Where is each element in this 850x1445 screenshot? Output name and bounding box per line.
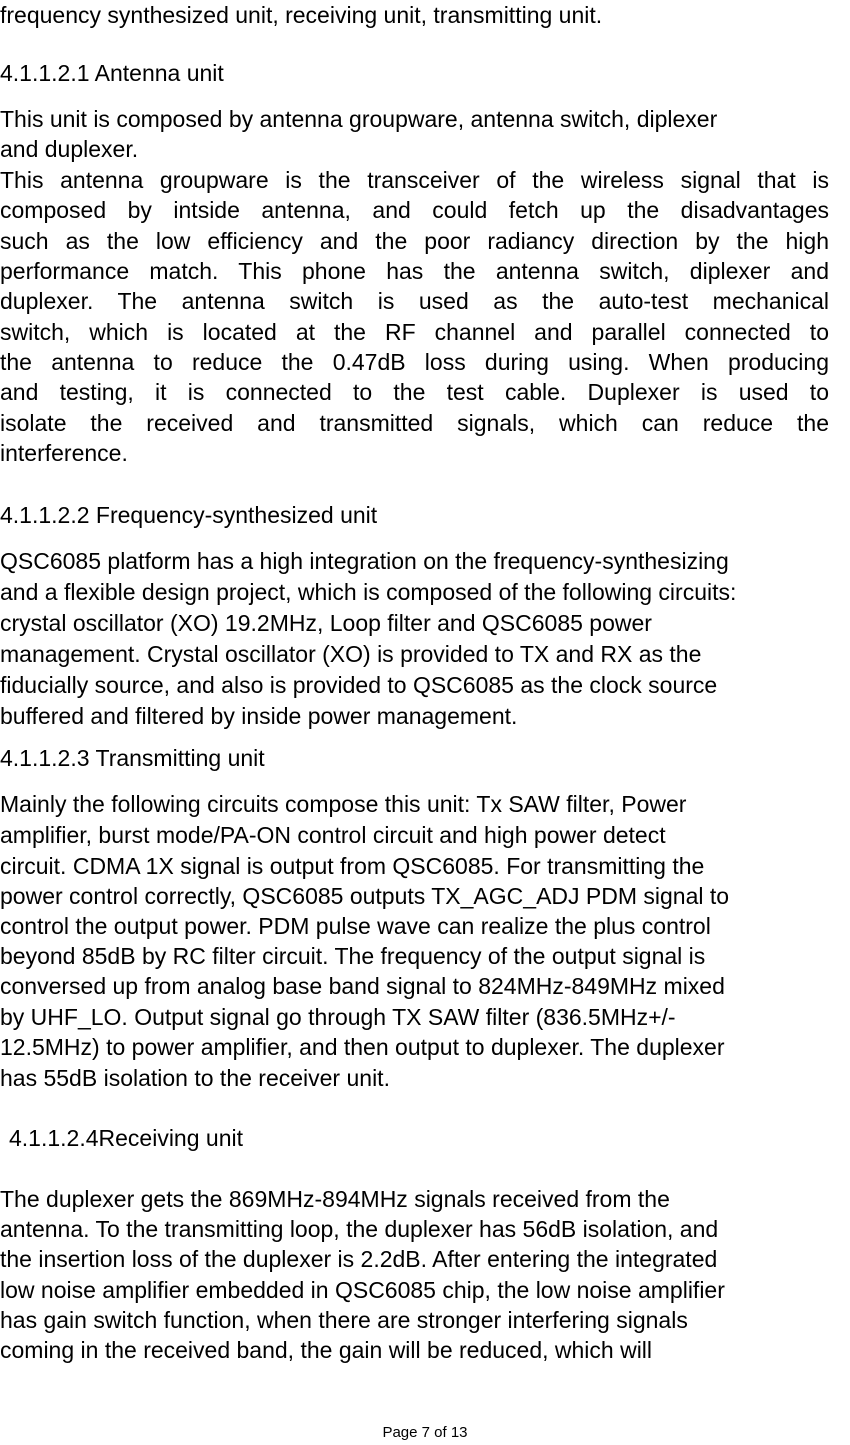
- paragraph-line: and a flexible design project, which is composed of the following circuits:: [0, 579, 737, 605]
- heading-frequency-synthesized-unit: 4.1.1.2.2 Frequency-synthesized unit: [0, 502, 378, 528]
- paragraph-line: antenna. To the transmitting loop, the duplexer has 56dB isolation, and: [0, 1216, 719, 1242]
- paragraph-line: QSC6085 platform has a high integration on the frequency-synthesizing: [0, 548, 729, 574]
- paragraph-line: and testing, it is connected to the test cable. Duplexer is used to: [0, 379, 829, 405]
- paragraph-line: duplexer. The antenna switch is used as the auto-test mechanical: [0, 288, 829, 314]
- paragraph-line: coming in the received band, the gain will be reduced, which will: [0, 1337, 653, 1363]
- paragraph-line: buffered and filtered by inside power management.: [0, 703, 518, 729]
- paragraph-line: low noise amplifier embedded in QSC6085 chip, the low noise amplifier: [0, 1277, 725, 1303]
- paragraph-line: and duplexer.: [0, 136, 139, 162]
- paragraph-line: fiducially source, and also is provided to QSC6085 as the clock source: [0, 672, 718, 698]
- paragraph-line: performance match. This phone has the antenna switch, diplexer and: [0, 258, 829, 284]
- heading-transmitting-unit: 4.1.1.2.3 Transmitting unit: [0, 745, 265, 771]
- paragraph-line: This unit is composed by antenna groupware, antenna switch, diplexer: [0, 106, 718, 132]
- paragraph-line: power control correctly, QSC6085 outputs TX_AGC_ADJ PDM signal to: [0, 883, 730, 909]
- heading-antenna-unit: 4.1.1.2.1 Antenna unit: [0, 60, 224, 86]
- paragraph-line: control the output power. PDM pulse wave can realize the plus control: [0, 913, 711, 939]
- paragraph-line: isolate the received and transmitted signals, which can reduce the: [0, 410, 829, 436]
- paragraph-line: has gain switch function, when there are stronger interfering signals: [0, 1307, 688, 1333]
- paragraph-line: crystal oscillator (XO) 19.2MHz, Loop filter and QSC6085 power: [0, 610, 652, 636]
- paragraph-line: This antenna groupware is the transceiver of the wireless signal that is: [0, 167, 829, 193]
- paragraph-line: management. Crystal oscillator (XO) is provided to TX and RX as the: [0, 641, 702, 667]
- paragraph-line: interference.: [0, 440, 128, 466]
- paragraph-line: circuit. CDMA 1X signal is output from QSC6085. For transmitting the: [0, 853, 705, 879]
- paragraph-line: The duplexer gets the 869MHz-894MHz signals received from the: [0, 1186, 670, 1212]
- heading-receiving-unit: 4.1.1.2.4Receiving unit: [9, 1125, 243, 1151]
- paragraph-line: the insertion loss of the duplexer is 2.2dB. After entering the integrated: [0, 1246, 718, 1272]
- paragraph-line: Mainly the following circuits compose this unit: Tx SAW filter, Power: [0, 791, 687, 817]
- paragraph-line: amplifier, burst mode/PA-ON control circuit and high power detect: [0, 822, 666, 848]
- paragraph-line: by UHF_LO. Output signal go through TX SAW filter (836.5MHz+/-: [0, 1004, 676, 1030]
- paragraph-line: composed by intside antenna, and could fetch up the disadvantages: [0, 197, 829, 223]
- paragraph-line: beyond 85dB by RC filter circuit. The frequency of the output signal is: [0, 943, 706, 969]
- paragraph-line: conversed up from analog base band signal to 824MHz-849MHz mixed: [0, 973, 725, 999]
- paragraph-line: 12.5MHz) to power amplifier, and then output to duplexer. The duplexer: [0, 1034, 725, 1060]
- paragraph-line: has 55dB isolation to the receiver unit.: [0, 1065, 390, 1091]
- paragraph-line: switch, which is located at the RF channel and parallel connected to: [0, 319, 829, 345]
- paragraph-line: the antenna to reduce the 0.47dB loss during using. When producing: [0, 349, 829, 375]
- paragraph-line: such as the low efficiency and the poor radiancy direction by the high: [0, 228, 829, 254]
- page-number: Page 7 of 13: [382, 1424, 468, 1441]
- intro-line: frequency synthesized unit, receiving unit, transmitting unit.: [0, 2, 603, 28]
